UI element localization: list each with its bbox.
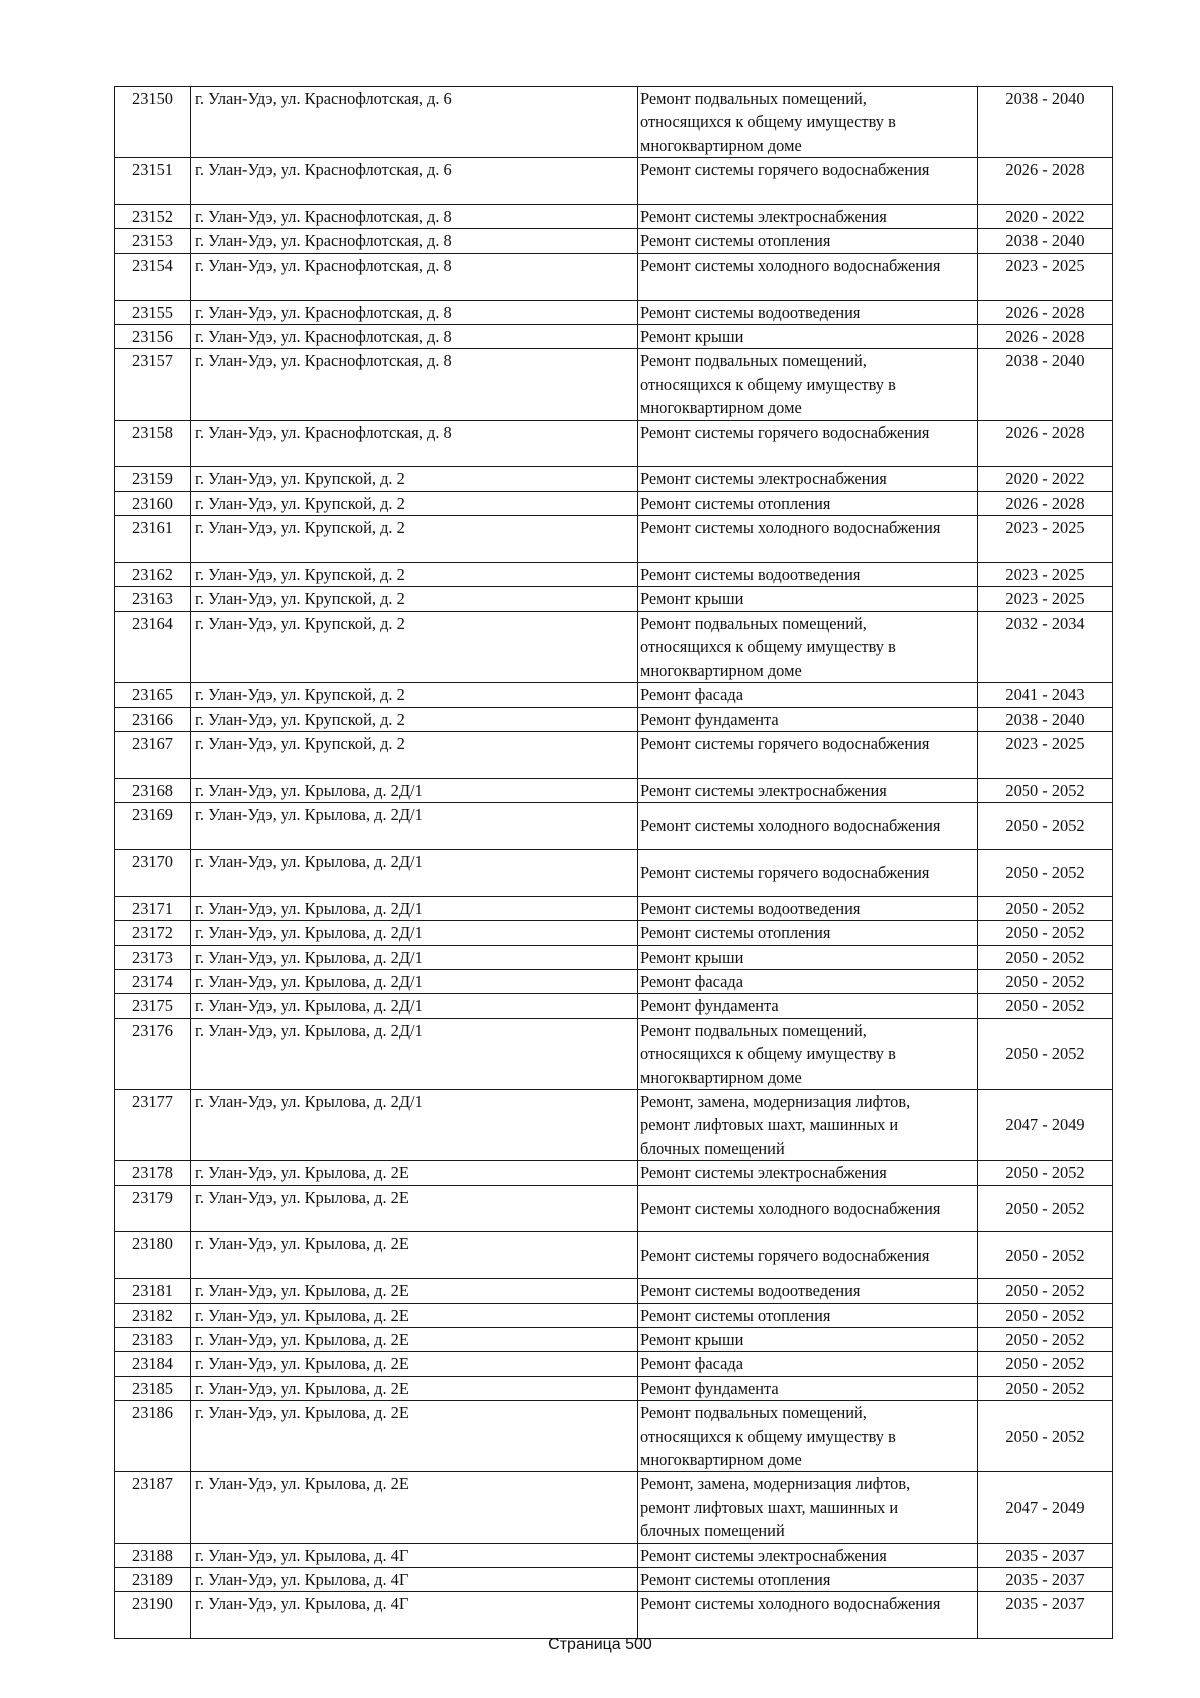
row-period: 2047 - 2049 (978, 1089, 1113, 1160)
row-work-type (638, 1303, 978, 1327)
work-type-line: многоквартирном доме (640, 398, 802, 418)
work-type-line: Ремонт системы водоотведения (640, 565, 861, 585)
row-period: 2023 - 2025 (978, 253, 1113, 300)
row-number: 23168 (115, 778, 191, 802)
row-work-type (638, 1279, 978, 1303)
row-address: г. Улан-Удэ, ул. Крылова, д. 4Г (191, 1568, 638, 1592)
row-address: г. Улан-Удэ, ул. Крылова, д. 2Д/1 (191, 969, 638, 993)
row-period: 2038 - 2040 (978, 229, 1113, 253)
work-type-line: Ремонт крыши (640, 327, 744, 347)
row-period: 2026 - 2028 (978, 300, 1113, 324)
row-work-type (638, 803, 978, 850)
row-period: 2023 - 2025 (978, 731, 1113, 778)
row-work-type (638, 253, 978, 300)
work-type-line: Ремонт, замена, модернизация лифтов, (640, 1474, 911, 1494)
row-address: г. Улан-Удэ, ул. Крылова, д. 2Д/1 (191, 803, 638, 850)
row-period: 2038 - 2040 (978, 349, 1113, 420)
table-row (115, 778, 1113, 802)
row-work-type (638, 896, 978, 920)
table-row (115, 1279, 1113, 1303)
table-row (115, 1089, 1113, 1160)
work-type-line: блочных помещений (640, 1521, 785, 1541)
work-type-line: Ремонт системы водоотведения (640, 1281, 861, 1301)
row-address: г. Улан-Удэ, ул. Крылова, д. 2Д/1 (191, 896, 638, 920)
table-row (115, 253, 1113, 300)
row-address: г. Улан-Удэ, ул. Крупской, д. 2 (191, 683, 638, 707)
row-number: 23181 (115, 1279, 191, 1303)
row-address: г. Улан-Удэ, ул. Крылова, д. 2Е (191, 1401, 638, 1472)
row-work-type (638, 1089, 978, 1160)
row-period: 2050 - 2052 (978, 1376, 1113, 1400)
row-period: 2050 - 2052 (978, 994, 1113, 1018)
row-work-type (638, 945, 978, 969)
row-address: г. Улан-Удэ, ул. Краснофлотская, д. 8 (191, 205, 638, 229)
work-type-line: Ремонт системы водоотведения (640, 898, 861, 918)
row-address: г. Улан-Удэ, ул. Крупской, д. 2 (191, 587, 638, 611)
row-period: 2050 - 2052 (978, 1161, 1113, 1185)
row-address: г. Улан-Удэ, ул. Крупской, д. 2 (191, 516, 638, 563)
row-period: 2020 - 2022 (978, 467, 1113, 491)
row-address: г. Улан-Удэ, ул. Крупской, д. 2 (191, 611, 638, 682)
work-type-line: Ремонт, замена, модернизация лифтов, (640, 1091, 911, 1111)
row-address: г. Улан-Удэ, ул. Краснофлотская, д. 8 (191, 349, 638, 420)
table-row (115, 1543, 1113, 1567)
work-type-line: Ремонт системы отопления (640, 1305, 831, 1325)
row-address: г. Улан-Удэ, ул. Крылова, д. 2Д/1 (191, 921, 638, 945)
work-type-line: многоквартирном доме (640, 1450, 802, 1470)
table-row (115, 1568, 1113, 1592)
row-period: 2050 - 2052 (978, 896, 1113, 920)
work-type-line: Ремонт фасада (640, 971, 744, 991)
table-row (115, 1401, 1113, 1472)
row-number: 23183 (115, 1327, 191, 1351)
row-work-type (638, 1185, 978, 1232)
row-address: г. Улан-Удэ, ул. Краснофлотская, д. 8 (191, 253, 638, 300)
row-address: г. Улан-Удэ, ул. Крылова, д. 2Д/1 (191, 994, 638, 1018)
repair-schedule-body (115, 87, 1113, 1639)
row-period: 2050 - 2052 (978, 1185, 1113, 1232)
row-work-type (638, 516, 978, 563)
row-number: 23153 (115, 229, 191, 253)
row-number: 23166 (115, 707, 191, 731)
row-number: 23187 (115, 1472, 191, 1543)
row-period: 2050 - 2052 (978, 969, 1113, 993)
row-number: 23152 (115, 205, 191, 229)
row-address: г. Улан-Удэ, ул. Крылова, д. 2Д/1 (191, 1018, 638, 1089)
row-address: г. Улан-Удэ, ул. Краснофлотская, д. 8 (191, 420, 638, 467)
row-address: г. Улан-Удэ, ул. Крупской, д. 2 (191, 491, 638, 515)
work-type-line: Ремонт системы холодного водоснабжения (640, 816, 941, 836)
row-address: г. Улан-Удэ, ул. Краснофлотская, д. 8 (191, 300, 638, 324)
row-number: 23172 (115, 921, 191, 945)
row-number: 23160 (115, 491, 191, 515)
row-period: 2050 - 2052 (978, 1232, 1113, 1279)
row-period: 2050 - 2052 (978, 945, 1113, 969)
row-period: 2047 - 2049 (978, 1472, 1113, 1543)
row-period: 2035 - 2037 (978, 1568, 1113, 1592)
row-period: 2041 - 2043 (978, 683, 1113, 707)
table-row (115, 1472, 1113, 1543)
work-type-line: Ремонт крыши (640, 589, 744, 609)
row-number: 23169 (115, 803, 191, 850)
row-period: 2026 - 2028 (978, 158, 1113, 205)
row-period: 2035 - 2037 (978, 1592, 1113, 1639)
row-address: г. Улан-Удэ, ул. Крылова, д. 2Д/1 (191, 1089, 638, 1160)
work-type-line: Ремонт фасада (640, 685, 744, 705)
work-type-line: Ремонт крыши (640, 947, 744, 967)
row-number: 23150 (115, 87, 191, 158)
table-row (115, 349, 1113, 420)
row-number: 23188 (115, 1543, 191, 1567)
row-work-type (638, 1472, 978, 1543)
row-work-type (638, 1232, 978, 1279)
row-work-type (638, 205, 978, 229)
row-number: 23178 (115, 1161, 191, 1185)
row-address: г. Улан-Удэ, ул. Крупской, д. 2 (191, 467, 638, 491)
table-row (115, 1592, 1113, 1639)
table-row (115, 1376, 1113, 1400)
row-number: 23164 (115, 611, 191, 682)
work-type-line: Ремонт системы отопления (640, 1570, 831, 1590)
work-type-line: ремонт лифтовых шахт, машинных и (640, 1497, 899, 1517)
row-address: г. Улан-Удэ, ул. Крупской, д. 2 (191, 731, 638, 778)
row-period: 2038 - 2040 (978, 87, 1113, 158)
row-number: 23173 (115, 945, 191, 969)
work-type-line: Ремонт системы горячего водоснабжения (640, 863, 930, 883)
work-type-line: Ремонт системы водоотведения (640, 302, 861, 322)
row-address: г. Улан-Удэ, ул. Краснофлотская, д. 6 (191, 158, 638, 205)
row-number: 23190 (115, 1592, 191, 1639)
work-type-line: Ремонт системы горячего водоснабжения (640, 733, 930, 753)
row-number: 23165 (115, 683, 191, 707)
work-type-line: Ремонт системы электроснабжения (640, 469, 887, 489)
work-type-line: многоквартирном доме (640, 660, 802, 680)
row-period: 2050 - 2052 (978, 921, 1113, 945)
work-type-line: Ремонт крыши (640, 1329, 744, 1349)
row-work-type (638, 1376, 978, 1400)
work-type-line: относящихся к общему имуществу в (640, 374, 896, 394)
row-address: г. Улан-Удэ, ул. Крылова, д. 2Д/1 (191, 945, 638, 969)
row-period: 2020 - 2022 (978, 205, 1113, 229)
table-row (115, 803, 1113, 850)
row-period: 2050 - 2052 (978, 849, 1113, 896)
row-period: 2035 - 2037 (978, 1543, 1113, 1567)
row-address: г. Улан-Удэ, ул. Крылова, д. 2Е (191, 1185, 638, 1232)
row-period: 2038 - 2040 (978, 707, 1113, 731)
row-work-type (638, 1161, 978, 1185)
row-period: 2050 - 2052 (978, 778, 1113, 802)
table-row (115, 1018, 1113, 1089)
work-type-line: относящихся к общему имуществу в (640, 1426, 896, 1446)
work-type-line: Ремонт системы холодного водоснабжения (640, 1198, 941, 1218)
row-number: 23175 (115, 994, 191, 1018)
work-type-line: Ремонт фундамента (640, 1378, 779, 1398)
work-type-line: Ремонт подвальных помещений, (640, 1020, 867, 1040)
row-work-type (638, 1327, 978, 1351)
row-number: 23163 (115, 587, 191, 611)
table-row (115, 1303, 1113, 1327)
row-work-type (638, 969, 978, 993)
row-number: 23170 (115, 849, 191, 896)
table-row (115, 229, 1113, 253)
row-work-type (638, 1568, 978, 1592)
row-work-type (638, 994, 978, 1018)
table-row (115, 87, 1113, 158)
work-type-line: многоквартирном доме (640, 1067, 802, 1087)
row-work-type (638, 1018, 978, 1089)
table-row (115, 1352, 1113, 1376)
row-number: 23159 (115, 467, 191, 491)
row-period: 2050 - 2052 (978, 1279, 1113, 1303)
row-work-type (638, 731, 978, 778)
table-row (115, 587, 1113, 611)
table-row (115, 516, 1113, 563)
work-type-line: Ремонт системы отопления (640, 231, 831, 251)
row-number: 23185 (115, 1376, 191, 1400)
row-period: 2050 - 2052 (978, 1018, 1113, 1089)
row-number: 23180 (115, 1232, 191, 1279)
row-number: 23186 (115, 1401, 191, 1472)
work-type-line: относящихся к общему имуществу в (640, 637, 896, 657)
work-type-line: многоквартирном доме (640, 135, 802, 155)
table-row (115, 467, 1113, 491)
row-work-type (638, 229, 978, 253)
work-type-line: Ремонт подвальных помещений, (640, 351, 867, 371)
table-row (115, 611, 1113, 682)
row-address: г. Улан-Удэ, ул. Крупской, д. 2 (191, 707, 638, 731)
row-work-type (638, 158, 978, 205)
table-row (115, 325, 1113, 349)
row-number: 23156 (115, 325, 191, 349)
row-number: 23176 (115, 1018, 191, 1089)
work-type-line: Ремонт системы отопления (640, 493, 831, 513)
row-number: 23184 (115, 1352, 191, 1376)
row-number: 23177 (115, 1089, 191, 1160)
work-type-line: Ремонт системы холодного водоснабжения (640, 255, 941, 275)
table-row (115, 420, 1113, 467)
row-work-type (638, 683, 978, 707)
row-work-type (638, 467, 978, 491)
row-number: 23182 (115, 1303, 191, 1327)
row-address: г. Улан-Удэ, ул. Крылова, д. 2Е (191, 1303, 638, 1327)
row-work-type (638, 611, 978, 682)
row-number: 23162 (115, 563, 191, 587)
row-number: 23155 (115, 300, 191, 324)
row-number: 23171 (115, 896, 191, 920)
row-address: г. Улан-Удэ, ул. Краснофлотская, д. 8 (191, 229, 638, 253)
row-work-type (638, 349, 978, 420)
row-number: 23157 (115, 349, 191, 420)
page-number: Страница 500 (548, 1636, 652, 1653)
row-work-type (638, 778, 978, 802)
row-address: г. Улан-Удэ, ул. Крылова, д. 2Е (191, 1376, 638, 1400)
row-period: 2026 - 2028 (978, 325, 1113, 349)
row-address: г. Улан-Удэ, ул. Краснофлотская, д. 8 (191, 325, 638, 349)
row-address: г. Улан-Удэ, ул. Крылова, д. 2Е (191, 1472, 638, 1543)
work-type-line: ремонт лифтовых шахт, машинных и (640, 1115, 899, 1135)
row-period: 2050 - 2052 (978, 1303, 1113, 1327)
table-row (115, 205, 1113, 229)
row-number: 23158 (115, 420, 191, 467)
work-type-line: Ремонт системы горячего водоснабжения (640, 422, 930, 442)
row-work-type (638, 325, 978, 349)
table-row (115, 994, 1113, 1018)
work-type-line: Ремонт фасада (640, 1354, 744, 1374)
row-number: 23167 (115, 731, 191, 778)
table-row (115, 707, 1113, 731)
work-type-line: Ремонт системы горячего водоснабжения (640, 160, 930, 180)
row-work-type (638, 563, 978, 587)
row-address: г. Улан-Удэ, ул. Крылова, д. 2Е (191, 1161, 638, 1185)
row-address: г. Улан-Удэ, ул. Крылова, д. 4Г (191, 1592, 638, 1639)
row-address: г. Улан-Удэ, ул. Крылова, д. 2Е (191, 1327, 638, 1351)
row-period: 2023 - 2025 (978, 516, 1113, 563)
row-number: 23161 (115, 516, 191, 563)
table-row (115, 563, 1113, 587)
row-period: 2050 - 2052 (978, 1352, 1113, 1376)
work-type-line: Ремонт системы холодного водоснабжения (640, 518, 941, 538)
table-row (115, 945, 1113, 969)
work-type-line: Ремонт фундамента (640, 709, 779, 729)
row-address: г. Улан-Удэ, ул. Крылова, д. 2Е (191, 1232, 638, 1279)
row-number: 23151 (115, 158, 191, 205)
row-work-type (638, 87, 978, 158)
table-row (115, 158, 1113, 205)
row-period: 2026 - 2028 (978, 420, 1113, 467)
table-row (115, 849, 1113, 896)
repair-schedule-table (114, 86, 1113, 1639)
work-type-line: Ремонт подвальных помещений, (640, 1403, 867, 1423)
row-number: 23179 (115, 1185, 191, 1232)
row-period: 2050 - 2052 (978, 803, 1113, 850)
work-type-line: Ремонт системы электроснабжения (640, 1545, 887, 1565)
table-row (115, 921, 1113, 945)
row-work-type (638, 300, 978, 324)
table-row (115, 1161, 1113, 1185)
row-period: 2023 - 2025 (978, 587, 1113, 611)
row-period: 2023 - 2025 (978, 563, 1113, 587)
work-type-line: Ремонт системы электроснабжения (640, 1163, 887, 1183)
row-address: г. Улан-Удэ, ул. Крылова, д. 2Е (191, 1352, 638, 1376)
row-work-type (638, 1401, 978, 1472)
table-row (115, 969, 1113, 993)
table-row (115, 731, 1113, 778)
row-address: г. Улан-Удэ, ул. Крылова, д. 2Е (191, 1279, 638, 1303)
row-work-type (638, 587, 978, 611)
work-type-line: относящихся к общему имуществу в (640, 112, 896, 132)
row-work-type (638, 1592, 978, 1639)
row-address: г. Улан-Удэ, ул. Крупской, д. 2 (191, 563, 638, 587)
row-work-type (638, 707, 978, 731)
work-type-line: Ремонт системы холодного водоснабжения (640, 1594, 941, 1614)
table-row (115, 1327, 1113, 1351)
work-type-line: Ремонт подвальных помещений, (640, 613, 867, 633)
row-work-type (638, 921, 978, 945)
table-row (115, 683, 1113, 707)
row-work-type (638, 420, 978, 467)
work-type-line: Ремонт системы электроснабжения (640, 780, 887, 800)
row-address: г. Улан-Удэ, ул. Крылова, д. 2Д/1 (191, 778, 638, 802)
row-period: 2050 - 2052 (978, 1401, 1113, 1472)
row-address: г. Улан-Удэ, ул. Краснофлотская, д. 6 (191, 87, 638, 158)
work-type-line: Ремонт системы горячего водоснабжения (640, 1245, 930, 1265)
work-type-line: Ремонт системы отопления (640, 923, 831, 943)
table-row (115, 1185, 1113, 1232)
row-work-type (638, 1352, 978, 1376)
work-type-line: Ремонт фундамента (640, 996, 779, 1016)
row-work-type (638, 849, 978, 896)
row-number: 23154 (115, 253, 191, 300)
row-period: 2050 - 2052 (978, 1327, 1113, 1351)
table-row (115, 896, 1113, 920)
work-type-line: Ремонт системы электроснабжения (640, 207, 887, 227)
row-work-type (638, 491, 978, 515)
table-row (115, 300, 1113, 324)
row-address: г. Улан-Удэ, ул. Крылова, д. 4Г (191, 1543, 638, 1567)
row-address: г. Улан-Удэ, ул. Крылова, д. 2Д/1 (191, 849, 638, 896)
work-type-line: относящихся к общему имуществу в (640, 1044, 896, 1064)
row-period: 2032 - 2034 (978, 611, 1113, 682)
row-number: 23189 (115, 1568, 191, 1592)
row-number: 23174 (115, 969, 191, 993)
table-row (115, 491, 1113, 515)
table-row (115, 1232, 1113, 1279)
work-type-line: Ремонт подвальных помещений, (640, 89, 867, 108)
row-period: 2026 - 2028 (978, 491, 1113, 515)
row-work-type (638, 1543, 978, 1567)
work-type-line: блочных помещений (640, 1138, 785, 1158)
